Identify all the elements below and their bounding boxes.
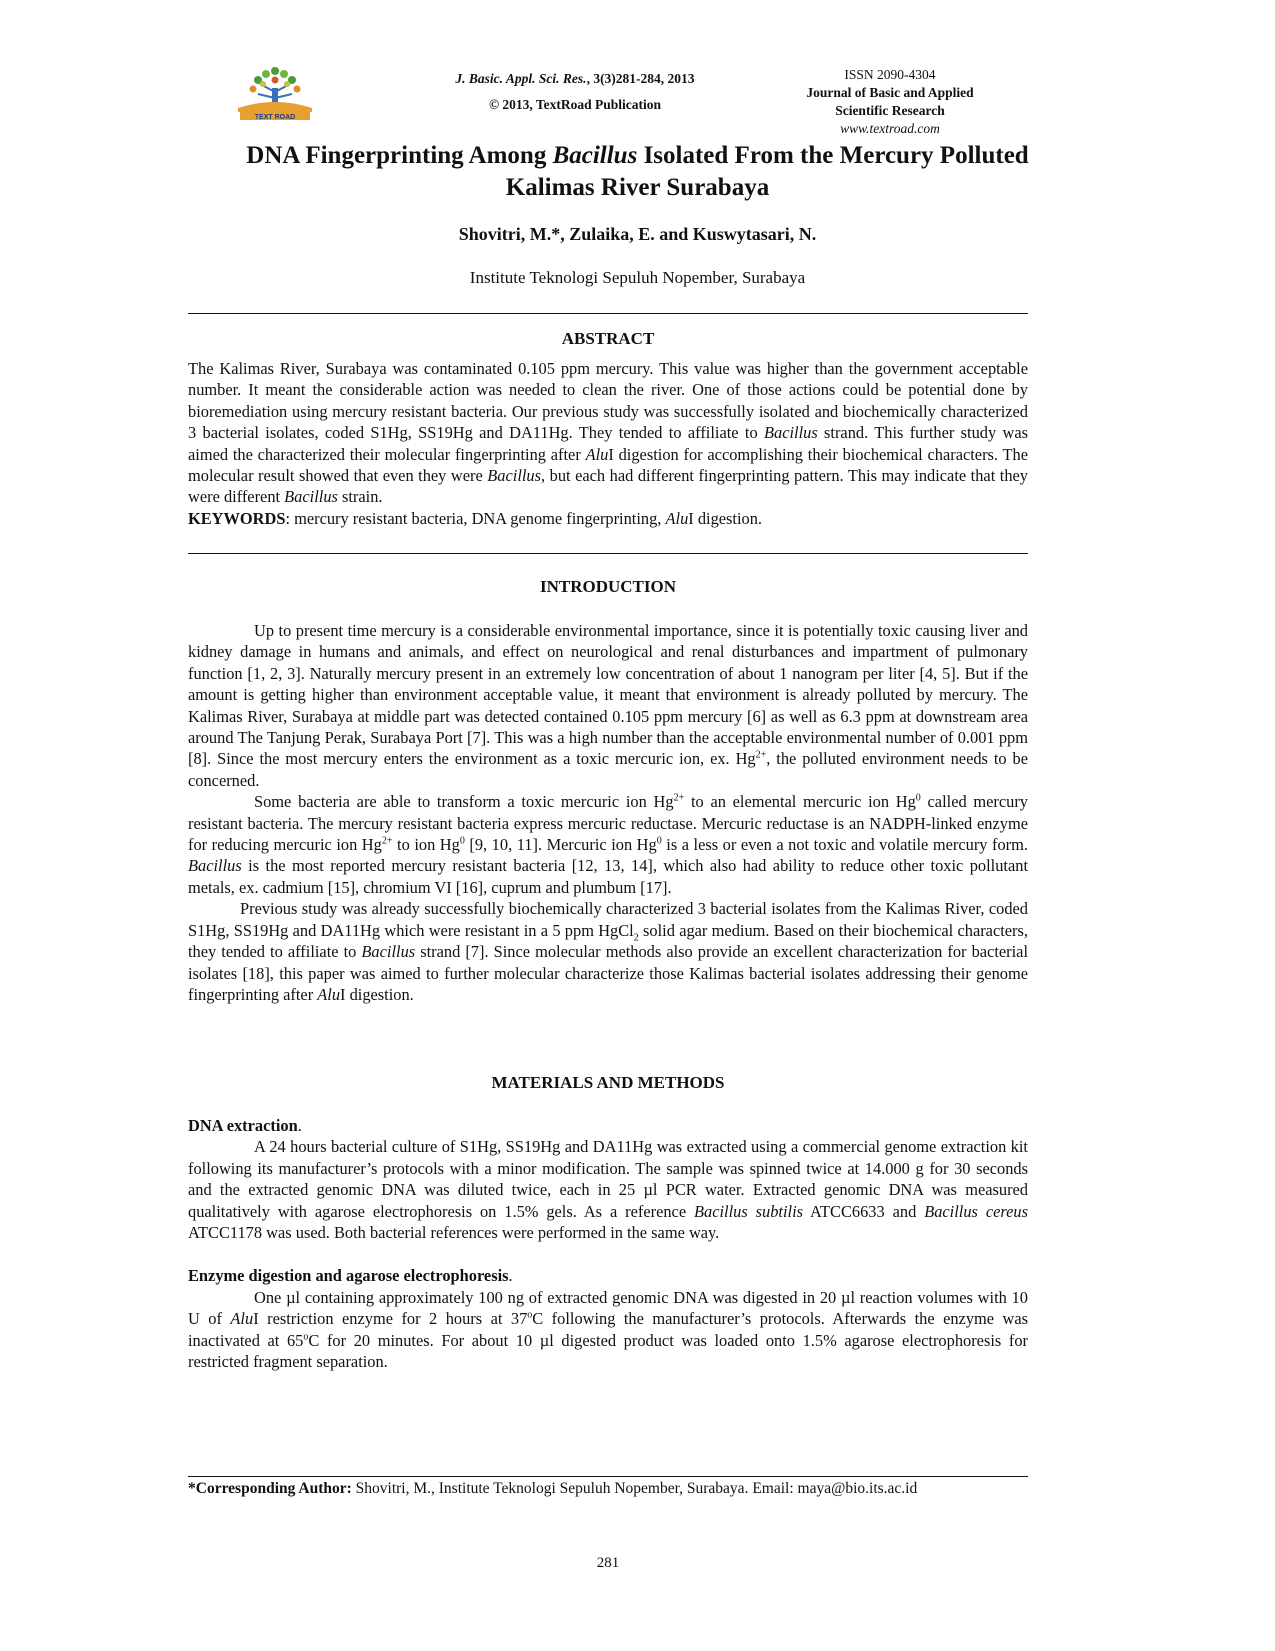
journal-website: www.textroad.com <box>840 121 940 136</box>
intro-paragraph-2: Some bacteria are able to transform a toxic mercuric ion $Hg^{2+}$ to an elemental mercuric ion Hg$^0$ called mercury resistant bacteria. The mercury resistant bacteria express mercuric reductase. Mercuric reductase is an NADPH-linked enzyme for reducing mercuric ion $Hg^{2+}$ to ion Hg$^0$ [9, 10, 11]. Mercuric ion Hg$^0$ is a less or even a not toxic and volatile mercury form. Bacillus is the most reported mercury resistant bacteria [12, 13, 14], which also had ability to reduce other toxic pollutant metals, ex. cadmium [15], chromium VI [16], cuprum and plumbum [17]. <box>188 792 1029 897</box>
methods-body <box>188 1115 1028 1372</box>
intro-paragraph-3: Previous study was already successfully biochemically characterized 3 bacterial isolates from the Kalimas River, coded S1Hg, SS19Hg and DA11Hg which were resistant in a 5 ppm HgCl$_2$ solid agar medium. Based on their biochemical characters, they tended to affiliate to Bacillus strand [7]. Since molecular methods also provide an excellent characterization for bacterial isolates [18], this paper was aimed to further molecular characterize those Kalimas bacterial isolates addressing their genome fingerprinting after AluI digestion. <box>188 899 1028 1004</box>
divider <box>188 313 1028 314</box>
keywords: KEYWORDS: mercury resistant bacteria, DNA genome fingerprinting, AluI digestion. <box>188 508 763 528</box>
title-text: DNA Fingerprinting Among <box>246 142 553 169</box>
authors: Shovitri, M.*, Zulaika, E. and Kuswytasari, N. <box>458 224 817 244</box>
title-text: Isolated From the Mercury Polluted <box>637 142 1029 169</box>
enzyme-digestion-heading: Enzyme digestion and agarose electrophoresis. <box>188 1266 513 1286</box>
dna-extraction-heading: DNA extraction. <box>188 1116 302 1135</box>
logo-text: TEXT ROAD <box>254 114 296 121</box>
methods-heading: MATERIALS AND METHODS <box>491 1073 725 1092</box>
title-line2: Kalimas River Surabaya <box>505 174 770 201</box>
dna-extraction-text: A 24 hours bacterial culture of S1Hg, SS19Hg and DA11Hg was extracted using a commercial genome extraction kit following its manufacturer’s protocols with a minor modification. The sample was spinned twice at 14.000 g for 30 seconds and the extracted genomic DNA was diluted twice, each in 25 µl PCR water. Extracted genomic DNA was measured qualitatively with agarose electrophoresis on 1.5% gels. As a reference Bacillus subtilis ATCC6633 and Bacillus cereus ATCC1178 was used. Both bacterial references were performed in the same way. <box>188 1137 1028 1243</box>
textroad-logo <box>188 62 363 134</box>
paper-title <box>150 140 1125 204</box>
corresponding-author-footnote: *Corresponding Author: Shovitri, M., Institute Teknologi Sepuluh Nopember, Surabaya. Email: maya@bio.its.ac.id <box>188 1480 918 1497</box>
journal-name-line2: Scientific Research <box>835 103 945 118</box>
footnote-divider <box>188 1476 1028 1477</box>
copyright: © 2013, TextRoad Publication <box>488 97 662 112</box>
title-italic: Bacillus <box>552 142 638 169</box>
intro-paragraph-1: Up to present time mercury is a considerable environmental importance, since it is potentially toxic causing liver and kidney damage in humans and animals, and effect on neurological and renal disturbances and impartment of pulmonary function [1, 2, 3]. Naturally mercury present in an extremely low concentration of about 1 nanogram per liter [4, 5]. But if the amount is getting higher than environment acceptable value, it meant that environment is already polluted by mercury. The Kalimas River, Surabaya at middle part was detected contained 0.105 ppm mercury [6] as well as 6.3 ppm at downstream area around The Tanjung Perak, Surabaya Port [7]. This was a high number than the acceptable environmental number of 0.001 ppm [8]. Since the most mercury enters the environment as a toxic mercuric ion, ex. $Hg^{2+}$, the polluted environment needs to be concerned. <box>188 621 1028 790</box>
page-number: 281 <box>596 1555 620 1571</box>
abstract-heading: ABSTRACT <box>561 329 655 348</box>
journal-name-line1: Journal of Basic and Applied <box>806 85 974 100</box>
introduction-body <box>188 620 1028 1005</box>
issn: ISSN 2090-4304 <box>844 67 936 82</box>
affiliation: Institute Teknologi Sepuluh Nopember, Surabaya <box>469 268 806 287</box>
journal-volume: , 3(3)281-284, 2013 <box>586 71 695 86</box>
journal-abbrev: J. Basic. Appl. Sci. Res. <box>455 71 587 86</box>
abstract-body <box>188 358 1028 529</box>
introduction-heading: INTRODUCTION <box>539 577 677 596</box>
journal-reference <box>430 66 720 118</box>
divider <box>188 553 1028 554</box>
enzyme-digestion-text: One µl containing approximately 100 ng of extracted genomic DNA was digested in 20 µl reaction volumes with 10 U of AluI restriction enzyme for 2 hours at 37$^o$C following the manufacturer’s protocols. Afterwards the enzyme was inactivated at 65$^o$C for 20 minutes. For about 10 µl digested product was loaded onto 1.5% agarose electrophoresis for restricted fragment separation. <box>188 1287 1029 1372</box>
abstract-text: The Kalimas River, Surabaya was contaminated 0.105 ppm mercury. This value was higher than the government acceptable number. It meant the considerable action was needed to clean the river. One of those actions could be potential done by bioremediation using mercury resistant bacteria. Our previous study was successfully isolated and biochemically characterized 3 bacterial isolates, coded S1Hg, SS19Hg and DA11Hg. They tended to affiliate to Bacillus strand. This further study was aimed the characterized their molecular fingerprinting after AluI digestion for accomplishing their biochemical characters. The molecular result showed that even they were Bacillus, but each had different fingerprinting pattern. This may indicate that they were different Bacillus strain. <box>188 359 1028 507</box>
journal-info <box>790 66 990 138</box>
